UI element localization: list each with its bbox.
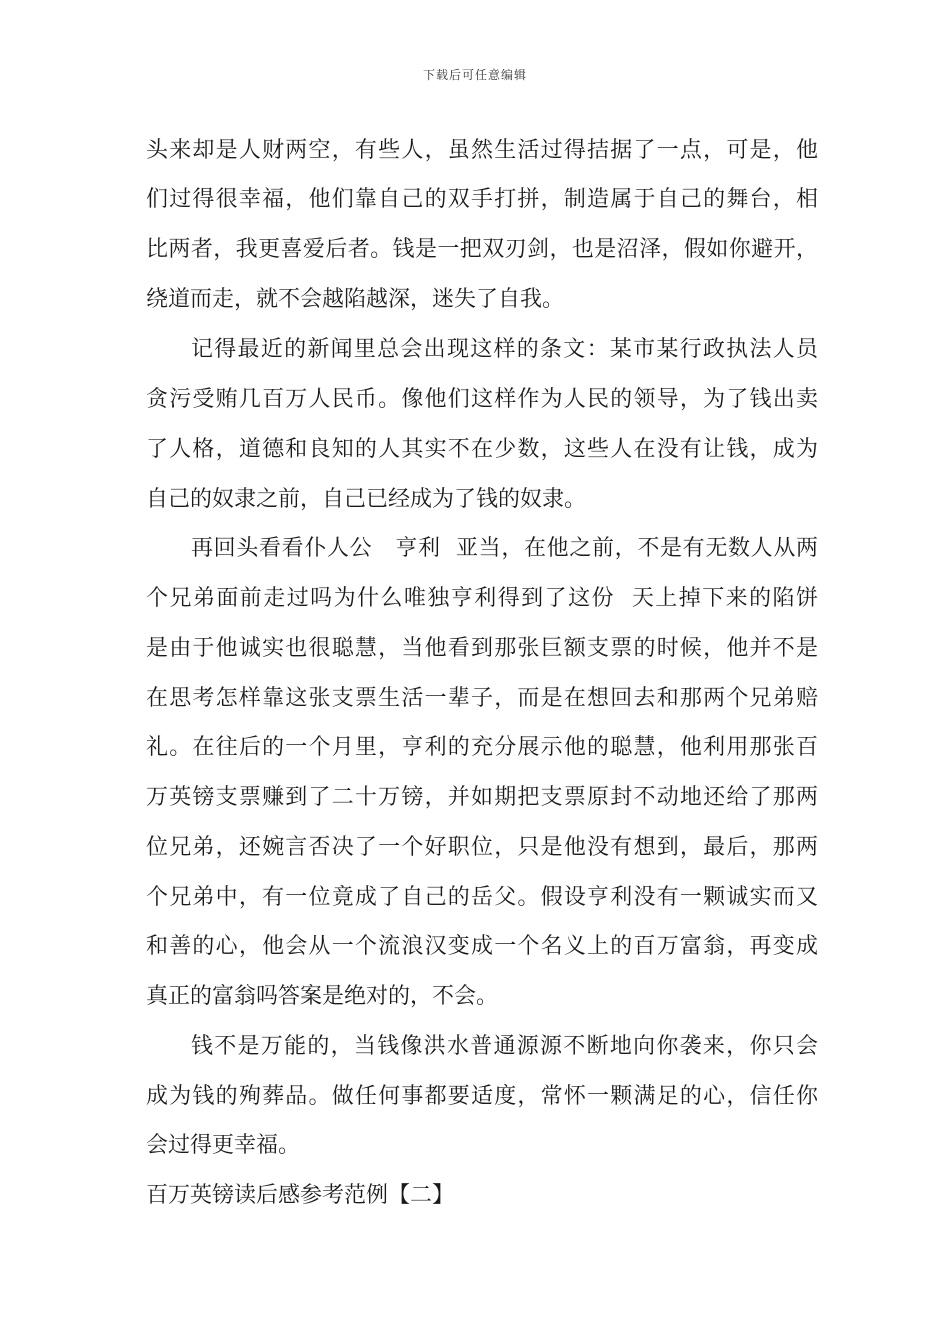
text-line: 个兄弟面前走过吗为什么唯独亨利得到了这份 天上掉下来的陷饼 xyxy=(146,586,818,611)
paragraph-first-line: 再回头看看仆人公 亨利 亚当，在他之前，不是有无数人从两 xyxy=(191,536,818,561)
text-line: 万英镑支票赚到了二十万镑，并如期把支票原封不动地还给了那两 xyxy=(146,785,818,810)
text-line: 贪污受贿几百万人民币。像他们这样作为人民的领导，为了钱出卖 xyxy=(146,387,818,412)
text-line: 成为钱的殉葬品。做任何事都要适度，常怀一颗满足的心，信任你 xyxy=(146,1084,818,1109)
text-line: 比两者，我更喜爱后者。钱是一把双刃剑，也是沼泽，假如你避开， xyxy=(146,237,818,262)
text-line: 会过得更幸福。 xyxy=(146,1133,301,1158)
text-line: 们过得很幸福，他们靠自己的双手打拼，制造属于自己的舞台，相 xyxy=(146,187,818,212)
text-line: 头来却是人财两空，有些人，虽然生活过得拮据了一点，可是，他 xyxy=(146,138,818,163)
paragraph-first-line: 钱不是万能的，当钱像洪水普通源源不断地向你袭来，你只会 xyxy=(191,1034,818,1059)
page-header: 下载后可任意编辑 xyxy=(422,68,527,82)
text-line: 是由于他诚实也很聪慧，当他看到那张巨额支票的时候，他并不是 xyxy=(146,636,818,661)
section-heading: 百万英镑读后感参考范例【二】 xyxy=(146,1183,455,1208)
text-line: 绕道而走，就不会越陷越深，迷失了自我。 xyxy=(146,287,565,312)
text-line: 真正的富翁吗答案是绝对的，不会。 xyxy=(146,984,499,1009)
text-line: 位兄弟，还婉言否决了一个好职位，只是他没有想到，最后，那两 xyxy=(146,835,818,860)
text-line: 礼。在往后的一个月里，亨利的充分展示他的聪慧，他利用那张百 xyxy=(146,735,818,760)
text-line: 个兄弟中，有一位竟成了自己的岳父。假设亨利没有一颗诚实而又 xyxy=(146,885,818,910)
text-line: 了人格，道德和良知的人其实不在少数，这些人在没有让钱，成为 xyxy=(146,437,818,462)
text-line: 自己的奴隶之前，自己已经成为了钱的奴隶。 xyxy=(146,487,587,512)
text-line: 在思考怎样靠这张支票生活一辈子，而是在想回去和那两个兄弟赔 xyxy=(146,686,818,711)
paragraph-first-line: 记得最近的新闻里总会出现这样的条文：某市某行政执法人员 xyxy=(191,337,818,362)
text-line: 和善的心，他会从一个流浪汉变成一个名义上的百万富翁，再变成 xyxy=(146,934,818,959)
